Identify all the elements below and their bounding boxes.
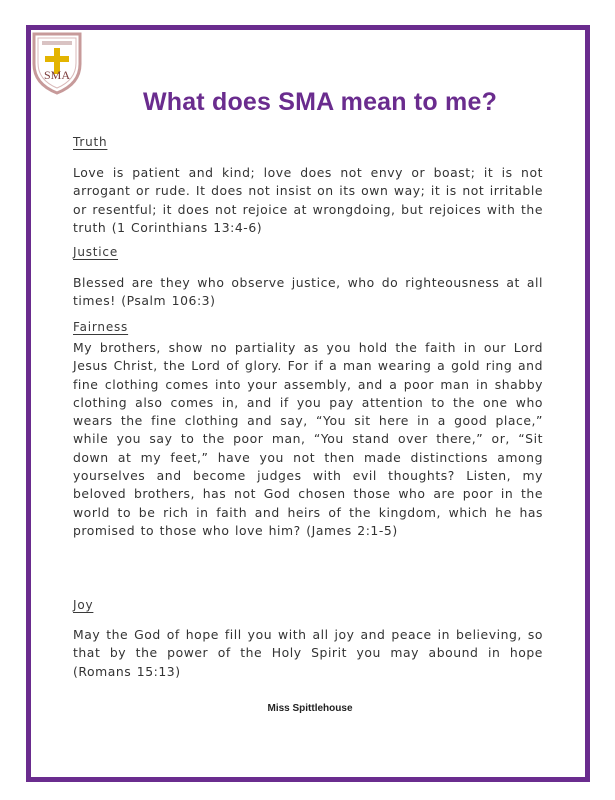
section-text-truth: Love is patient and kind; love does not envy or boast; it is not arrogant or rude. It does not insist on its own way; it is not irritable or resentful; it does not rejoice at wrongdoing, but rejoices with the truth (1 Corinthians 13:4-6) [73, 165, 543, 235]
page-title: What does SMA mean to me? [142, 88, 498, 116]
section-text-joy: May the God of hope fill you with all joy and peace in believing, so that by the power of the Holy Spirit you may abound in hope (Romans 15:13) [73, 627, 543, 679]
section-heading-fairness: Fairness [73, 320, 129, 334]
section-heading-justice: Justice [73, 245, 119, 259]
section-text-fairness: My brothers, show no partiality as you hold the faith in our Lord Jesus Christ, the Lord of glory. For if a man wearing a gold ring and fine clothing comes into your assembly, and a poor man in shabby clothing also comes in, and if you pay attention to the one who wears the fine clothing and say, “You sit here in a good place,” while you say to the poor man, “You stand over there,” or, “Sit down at my feet,” have you not then made distinctions among yourselves and become judges with evil thoughts? Listen, my beloved brothers, has not God chosen those who are poor in the world to be rich in faith and heirs of the kingdom, which he has promised to those who love him? (James 2:1-5) [73, 340, 543, 538]
section-heading-joy: Joy [73, 598, 94, 612]
school-crest-logo [30, 30, 84, 96]
crest-text: SMA [43, 68, 71, 82]
signature: Miss Spittlehouse [267, 703, 353, 714]
section-text-justice: Blessed are they who observe justice, who do righteousness at all times! (Psalm 106:3) [73, 275, 543, 309]
section-heading-truth: Truth [73, 135, 108, 149]
